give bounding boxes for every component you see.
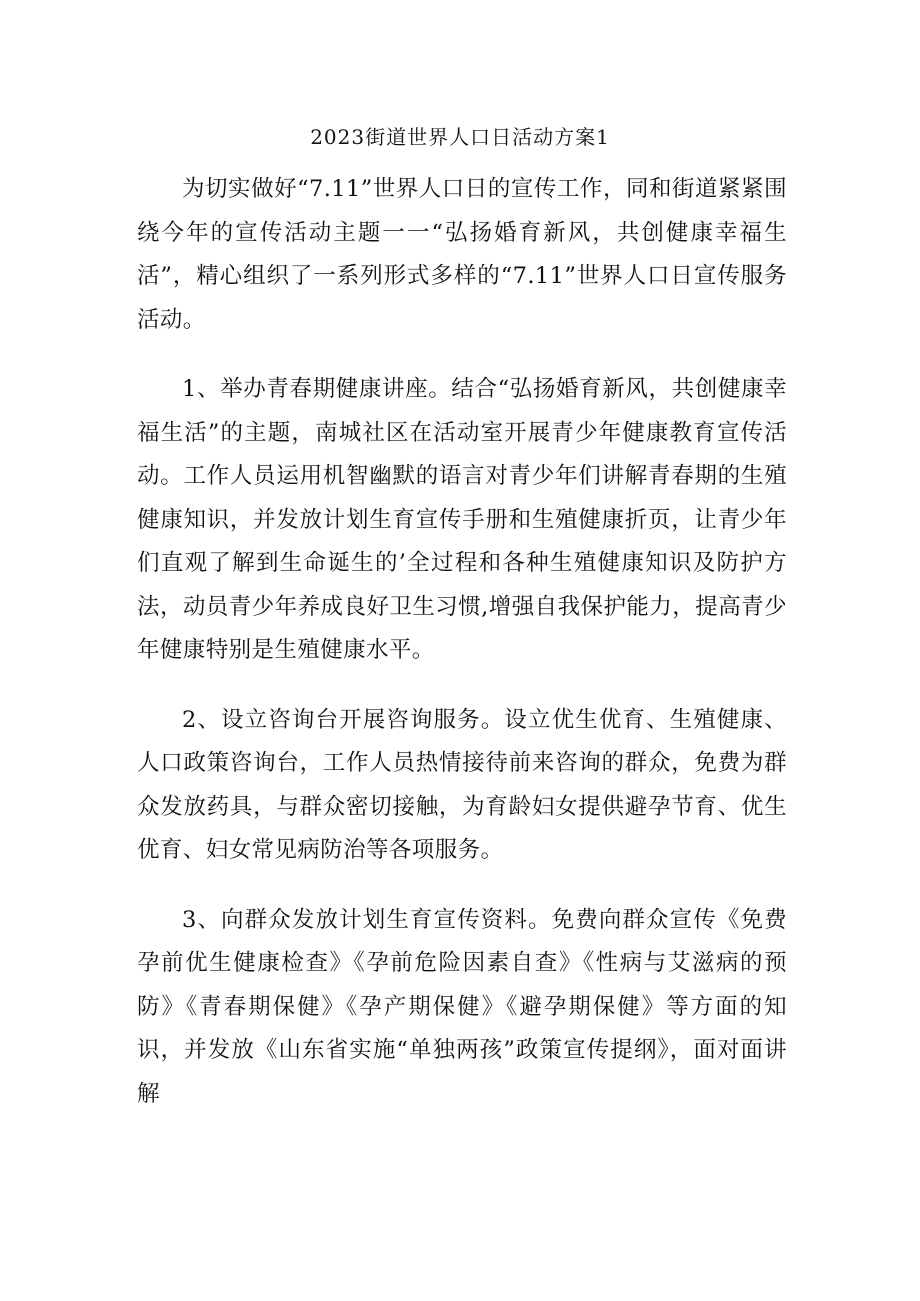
paragraph-item-1: 1、举办青春期健康讲座。结合“弘扬婚育新风，共创健康幸福生活”的主题，南城社区在活动室开展青少年健康教育宣传活动。工作人员运用机智幽默的语言对青少年们讲解青春期的生殖健康知识，并发放计划生育宣传手册和生殖健康折页，让青少年们直观了解到生命诞生的’全过程和各种生殖健康知识及防护方法，动员青少年养成良好卫生习惯,增强自我保护能力，提高青少年健康特别是生殖健康水平。: [137, 376, 787, 663]
document-title: 2023街道世界人口日活动方案1: [310, 125, 610, 149]
document-body: [137, 168, 787, 1142]
paragraph-intro: 为切实做好“7.11”世界人口日的宣传工作，同和街道紧紧围绕今年的宣传活动主题一一“弘扬婚育新风，共创健康幸福生活”，精心组织了一系列形式多样的“7.11”世界人口日宣传服务活动。: [137, 176, 787, 333]
paragraph-item-3: 3、向群众发放计划生育宣传资料。免费向群众宣传《免费孕前优生健康检查》《孕前危险因素自查》《性病与艾滋病的预防》《青春期保健》《孕产期保健》《避孕期保健》等方面的知识，并发放《山东省实施“单独两孩”政策宣传提纲》，面对面讲解: [137, 906, 787, 1107]
paragraph-item-2: 2、设立咨询台开展咨询服务。设立优生优育、生殖健康、人口政策咨询台，工作人员热情接待前来咨询的群众，免费为群众发放药具，与群众密切接触，为育龄妇女提供避孕节育、优生优育、妇女常见病防治等各项服务。: [137, 706, 787, 863]
